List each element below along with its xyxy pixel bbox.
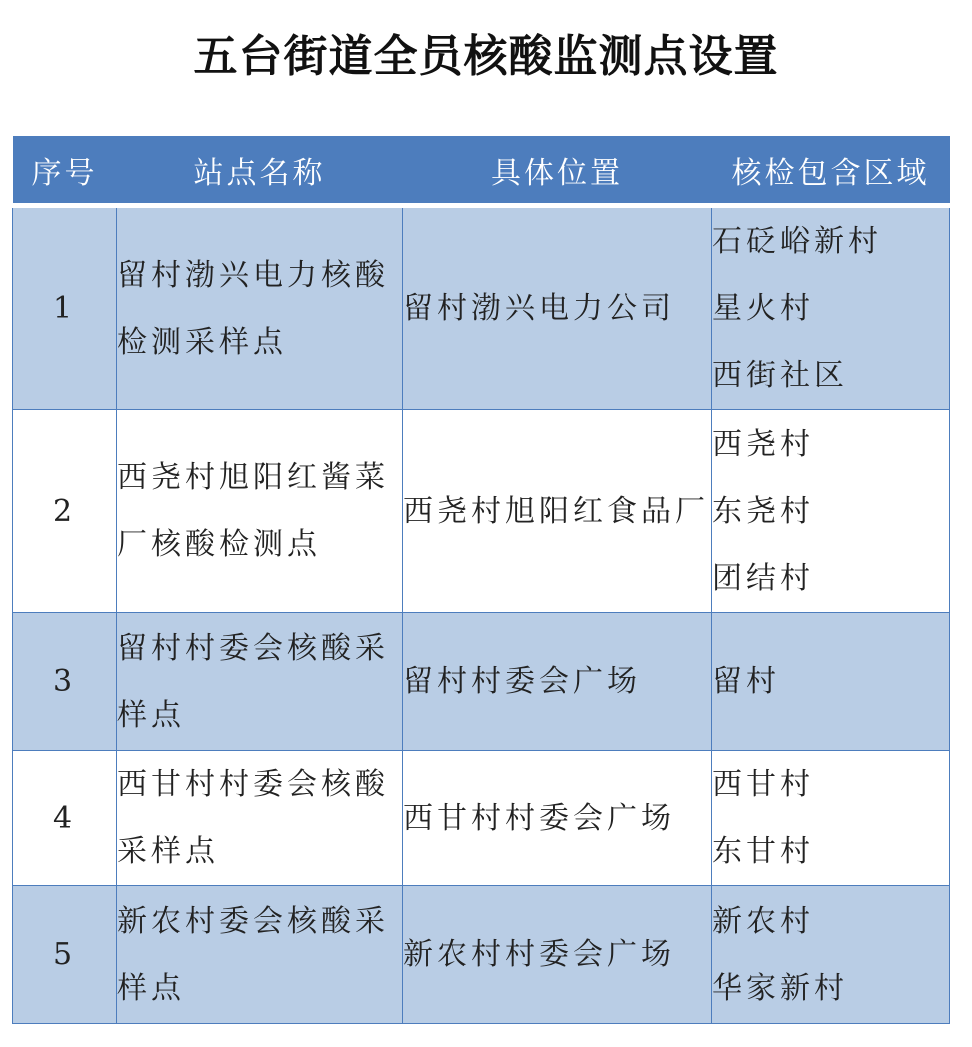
table-row bbox=[13, 206, 950, 410]
table-header-row bbox=[13, 136, 950, 206]
site-location: 新农村村委会广场 bbox=[403, 886, 712, 1024]
row-number: 1 bbox=[13, 206, 117, 410]
site-location: 留村渤兴电力公司 bbox=[403, 206, 712, 410]
area-item: 留村 bbox=[712, 664, 780, 699]
site-location: 留村村委会广场 bbox=[403, 613, 712, 751]
row-number: 3 bbox=[13, 613, 117, 751]
area-item: 东甘村 bbox=[712, 834, 814, 869]
site-areas bbox=[712, 886, 950, 1024]
header-no: 序号 bbox=[13, 136, 117, 206]
area-item: 星火村 bbox=[712, 291, 814, 326]
sampling-sites-table bbox=[12, 136, 950, 1024]
area-item: 团结村 bbox=[712, 560, 814, 596]
row-number: 5 bbox=[13, 886, 117, 1024]
site-name: 留村村委会核酸采样点 bbox=[117, 613, 403, 751]
table-row bbox=[13, 613, 950, 751]
area-item: 华家新村 bbox=[712, 970, 848, 1006]
area-item: 东尧村 bbox=[712, 493, 814, 529]
area-item: 西甘村 bbox=[712, 767, 814, 802]
table-row bbox=[13, 410, 950, 613]
table-row bbox=[13, 886, 950, 1024]
site-areas bbox=[712, 410, 950, 613]
site-areas bbox=[712, 751, 950, 886]
header-site-name: 站点名称 bbox=[117, 136, 403, 206]
site-areas bbox=[712, 613, 950, 751]
site-location: 西尧村旭阳红食品厂 bbox=[403, 410, 712, 613]
row-number: 4 bbox=[13, 751, 117, 886]
area-item: 西尧村 bbox=[712, 426, 814, 462]
area-item: 石砭峪新村 bbox=[712, 224, 882, 259]
site-location: 西甘村村委会广场 bbox=[403, 751, 712, 886]
site-name: 西甘村村委会核酸采样点 bbox=[117, 751, 403, 886]
site-areas bbox=[712, 206, 950, 410]
page-title: 五台街道全员核酸监测点设置 bbox=[193, 31, 779, 82]
table-row bbox=[13, 751, 950, 886]
row-number: 2 bbox=[13, 410, 117, 613]
area-item: 西街社区 bbox=[712, 358, 848, 393]
site-name: 留村渤兴电力核酸检测采样点 bbox=[117, 206, 403, 410]
site-name: 新农村委会核酸采样点 bbox=[117, 886, 403, 1024]
site-name: 西尧村旭阳红酱菜厂核酸检测点 bbox=[117, 410, 403, 613]
header-location: 具体位置 bbox=[403, 136, 712, 206]
header-areas: 核检包含区域 bbox=[712, 136, 950, 206]
area-item: 新农村 bbox=[712, 903, 814, 939]
